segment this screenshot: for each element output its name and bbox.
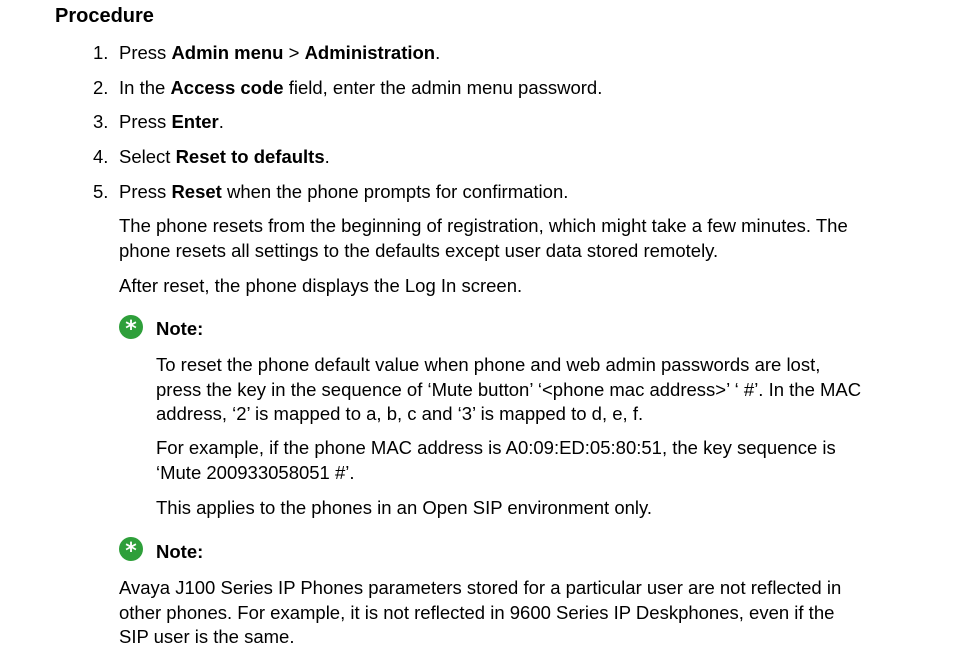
procedure-heading: Procedure — [55, 5, 154, 27]
after-reset-text: After reset, the phone displays the Log In screen. — [119, 275, 523, 296]
note-1-paragraph-2: For example, if the phone MAC address is A0:09:ED:05:80:51, the key sequence is ‘Mute 200933058051 #’. — [156, 437, 836, 483]
step-5-description: The phone resets from the beginning of registration, which might take a few minutes. The phone resets all settings to the defaults except user data stored remotely. — [119, 215, 848, 261]
step-1: 1. Press Admin menu > Administration. — [93, 42, 441, 63]
note-icon: * — [119, 315, 143, 339]
step-3: 3. Press Enter. — [93, 111, 224, 132]
note-1-paragraph-3: This applies to the phones in an Open SIP environment only. — [156, 497, 653, 518]
step-2: 2. In the Access code field, enter the admin menu password. — [93, 77, 603, 98]
note-1-paragraph-1: To reset the phone default value when phone and web admin passwords are lost, press the key in the sequence of ‘Mute button’ ‘<phone mac address>’ ‘ #’. In the MAC address, ‘2’ is mapped to a, b, c and ‘3’ is mapped to d, e, f. — [156, 354, 862, 424]
note-label: Note: — [156, 541, 204, 562]
note-label: Note: — [156, 318, 204, 339]
step-5: 5. Press Reset when the phone prompts for confirmation. — [93, 181, 569, 202]
step-4: 4. Select Reset to defaults. — [93, 146, 330, 167]
note-2-paragraph: Avaya J100 Series IP Phones parameters stored for a particular user are not reflected in other phones. For example, it is not reflected in 9600 Series IP Deskphones, even if the SIP user is the same. — [119, 577, 842, 647]
note-icon: * — [119, 537, 143, 561]
